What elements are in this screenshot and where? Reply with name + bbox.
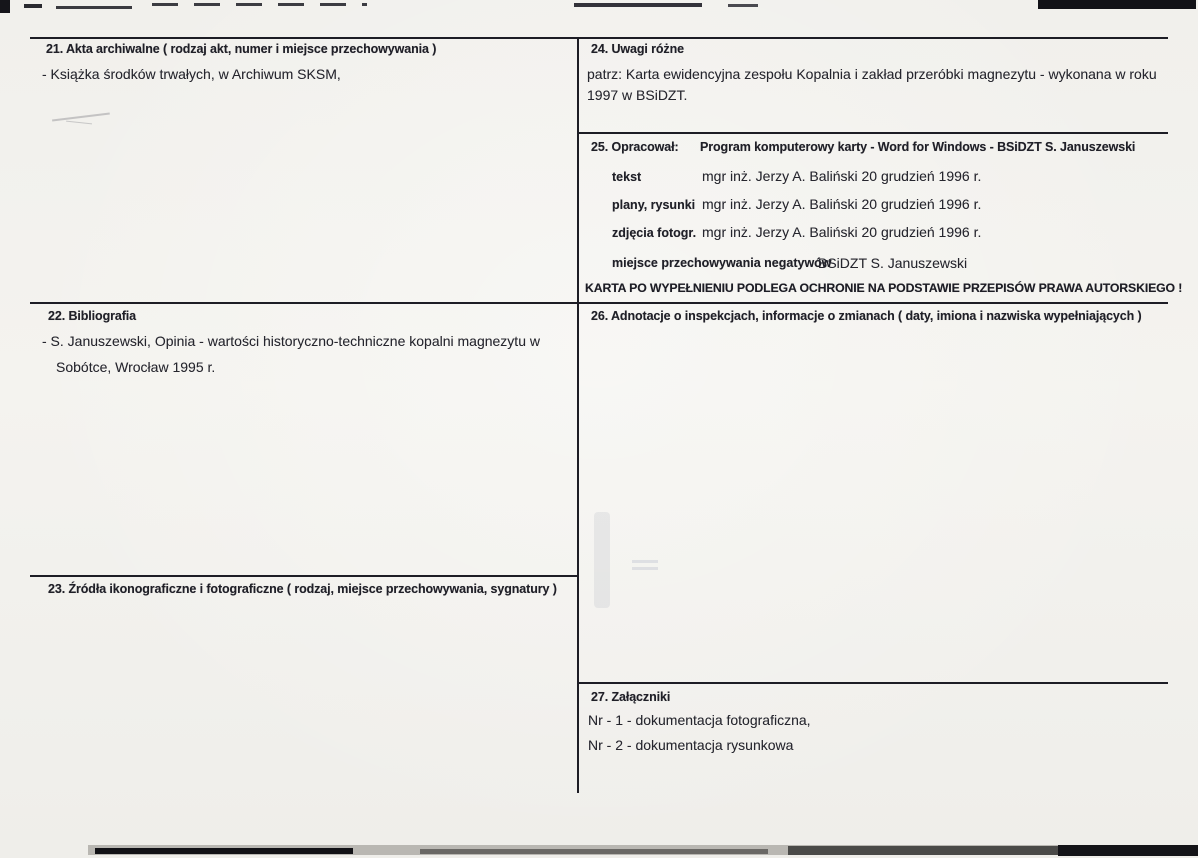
section-24-heading: 24. Uwagi różne bbox=[591, 42, 684, 56]
section-25-heading-value: Program komputerowy karty - Word for Windows - BSiDZT S. Januszewski bbox=[700, 140, 1136, 154]
section-25-row-label: plany, rysunki bbox=[612, 198, 696, 212]
rule-above-25 bbox=[579, 132, 1168, 134]
section-25-row-label: zdjęcia fotogr. bbox=[612, 226, 697, 240]
scan-artifact bbox=[56, 6, 132, 9]
scan-artifact bbox=[728, 4, 758, 7]
section-23-heading: 23. Źródła ikonograficzne i fotograficzne ( rodzaj, miejsce przechowywania, sygnatury ) bbox=[48, 582, 557, 596]
section-27-entry: Nr - 2 - dokumentacja rysunkowa bbox=[588, 737, 794, 753]
section-21-heading: 21. Akta archiwalne ( rodzaj akt, numer i miejsce przechowywania ) bbox=[46, 42, 437, 56]
section-26-heading: 26. Adnotacje o inspekcjach, informacje o zmianach ( daty, imiona i nazwiska wypełniających ) bbox=[591, 309, 1142, 323]
scan-artifact bbox=[152, 3, 367, 6]
scan-artifact bbox=[632, 560, 658, 574]
section-27-heading: 27. Załączniki bbox=[591, 690, 671, 704]
rule-above-26 bbox=[579, 302, 1168, 304]
pencil-mark-artifact bbox=[66, 121, 92, 126]
scan-artifact bbox=[1058, 845, 1198, 856]
section-25-heading: 25. Opracował: bbox=[591, 140, 679, 154]
scan-artifact bbox=[24, 4, 42, 8]
section-25-row-value: BSiDZT S. Januszewski bbox=[818, 255, 968, 271]
section-21-entry: - Książka środków trwałych, w Archiwum SKSM, bbox=[42, 66, 341, 82]
scan-artifact bbox=[594, 512, 610, 608]
column-divider bbox=[577, 37, 579, 793]
rule-above-22 bbox=[30, 302, 577, 304]
section-22-entry: Sobótce, Wrocław 1995 r. bbox=[56, 359, 216, 375]
section-25-row-value: mgr inż. Jerzy A. Baliński 20 grudzień 1996 r. bbox=[702, 168, 982, 184]
rule-above-27 bbox=[579, 682, 1168, 684]
scan-artifact bbox=[574, 3, 702, 7]
pencil-mark-artifact bbox=[52, 112, 110, 122]
top-rule bbox=[30, 37, 1168, 39]
section-27-entry: Nr - 1 - dokumentacja fotograficzna, bbox=[588, 712, 811, 728]
copyright-notice: KARTA PO WYPEŁNIENIU PODLEGA OCHRONIE NA PODSTAWIE PRZEPISÓW PRAWA AUTORSKIEGO ! bbox=[585, 281, 1183, 295]
section-25-row-value: mgr inż. Jerzy A. Baliński 20 grudzień 1996 r. bbox=[702, 224, 982, 240]
section-25-row-value: mgr inż. Jerzy A. Baliński 20 grudzień 1996 r. bbox=[702, 196, 982, 212]
section-25-row-label: miejsce przechowywania negatywów bbox=[612, 256, 832, 270]
scan-artifact bbox=[1038, 0, 1196, 9]
scan-artifact bbox=[0, 0, 10, 13]
section-25-row-label: tekst bbox=[612, 170, 642, 184]
section-24-entry: patrz: Karta ewidencyjna zespołu Kopalnia i zakład przeróbki magnezytu - wykonana w roku 1997 w BSiDZT. bbox=[587, 66, 1157, 103]
scan-artifact bbox=[420, 849, 768, 854]
section-22-entry: - S. Januszewski, Opinia - wartości historyczno-techniczne kopalni magnezytu w bbox=[42, 333, 540, 349]
rule-above-23 bbox=[30, 575, 577, 577]
section-22-heading: 22. Bibliografia bbox=[48, 309, 137, 323]
scan-artifact bbox=[95, 848, 353, 854]
